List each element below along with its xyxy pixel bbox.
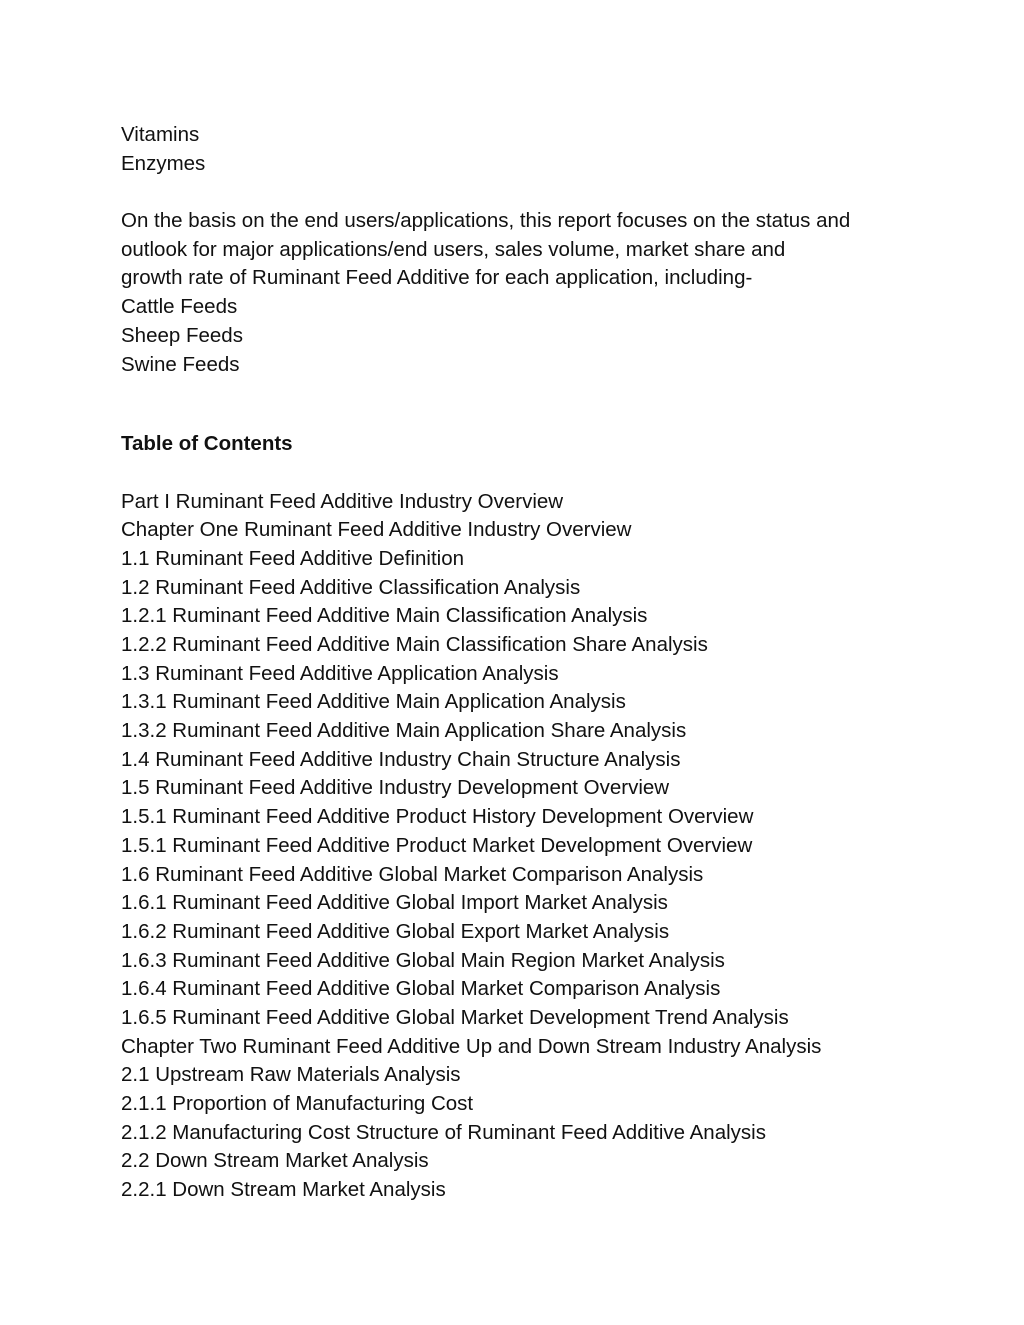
toc-item: 1.2.2 Ruminant Feed Additive Main Classification Share Analysis <box>121 633 708 656</box>
toc-list <box>121 488 901 1205</box>
toc-item: Chapter Two Ruminant Feed Additive Up and Down Stream Industry Analysis <box>121 1034 822 1058</box>
toc-item: 2.1 Upstream Raw Materials Analysis <box>121 1063 461 1087</box>
toc-item: Part I Ruminant Feed Additive Industry Overview <box>121 489 564 513</box>
toc-item: 1.6.1 Ruminant Feed Additive Global Import Market Analysis <box>121 891 668 915</box>
toc-item: 1.3.2 Ruminant Feed Additive Main Application Share Analysis <box>121 719 687 743</box>
toc-item: 1.6.5 Ruminant Feed Additive Global Market Development Trend Analysis <box>121 1005 789 1029</box>
toc-item: 1.5.1 Ruminant Feed Additive Product Market Development Overview <box>121 833 753 857</box>
toc-item: 1.5 Ruminant Feed Additive Industry Development Overview <box>121 776 670 800</box>
toc-item: 1.6 Ruminant Feed Additive Global Market Comparison Analysis <box>121 862 704 886</box>
paragraph-line: growth rate of Ruminant Feed Additive for each application, including- <box>121 266 753 290</box>
toc-item: 1.3 Ruminant Feed Additive Application Analysis <box>121 661 559 685</box>
toc-item: 1.2 Ruminant Feed Additive Classification Analysis <box>121 575 581 599</box>
toc-item: 1.5.1 Ruminant Feed Additive Product History Development Overview <box>121 805 754 829</box>
toc-item: Chapter One Ruminant Feed Additive Industry Overview <box>121 518 632 542</box>
toc-item: 2.2.1 Down Stream Market Analysis <box>121 1178 446 1202</box>
list-item: Cattle Feeds <box>121 295 238 319</box>
spacer <box>121 379 901 430</box>
toc-item: 2.2 Down Stream Market Analysis <box>121 1149 429 1173</box>
list-item: Enzymes <box>121 151 206 175</box>
paragraph-line: On the basis on the end users/applications, this report focuses on the status and <box>121 209 851 233</box>
toc-heading: Table of Contents <box>121 432 293 456</box>
toc-item: 1.1 Ruminant Feed Additive Definition <box>121 546 465 570</box>
paragraph-line: outlook for major applications/end users, sales volume, market share and <box>121 237 786 261</box>
toc-item: 2.1.1 Proportion of Manufacturing Cost <box>121 1092 474 1115</box>
list-item: Swine Feeds <box>121 352 240 376</box>
toc-item: 1.4 Ruminant Feed Additive Industry Chain Structure Analysis <box>121 747 681 771</box>
document-page <box>121 121 901 1205</box>
toc-item: 1.3.1 Ruminant Feed Additive Main Application Analysis <box>121 690 626 714</box>
toc-item: 1.2.1 Ruminant Feed Additive Main Classification Analysis <box>121 604 648 628</box>
spacer <box>121 459 901 488</box>
list-item: Sheep Feeds <box>121 323 243 347</box>
toc-item: 2.1.2 Manufacturing Cost Structure of Ruminant Feed Additive Analysis <box>121 1120 766 1144</box>
toc-item: 1.6.2 Ruminant Feed Additive Global Export Market Analysis <box>121 919 670 943</box>
spacer <box>121 178 901 207</box>
toc-item: 1.6.3 Ruminant Feed Additive Global Main Region Market Analysis <box>121 948 725 972</box>
list-item: Vitamins <box>121 123 200 146</box>
toc-item: 1.6.4 Ruminant Feed Additive Global Market Comparison Analysis <box>121 977 721 1001</box>
